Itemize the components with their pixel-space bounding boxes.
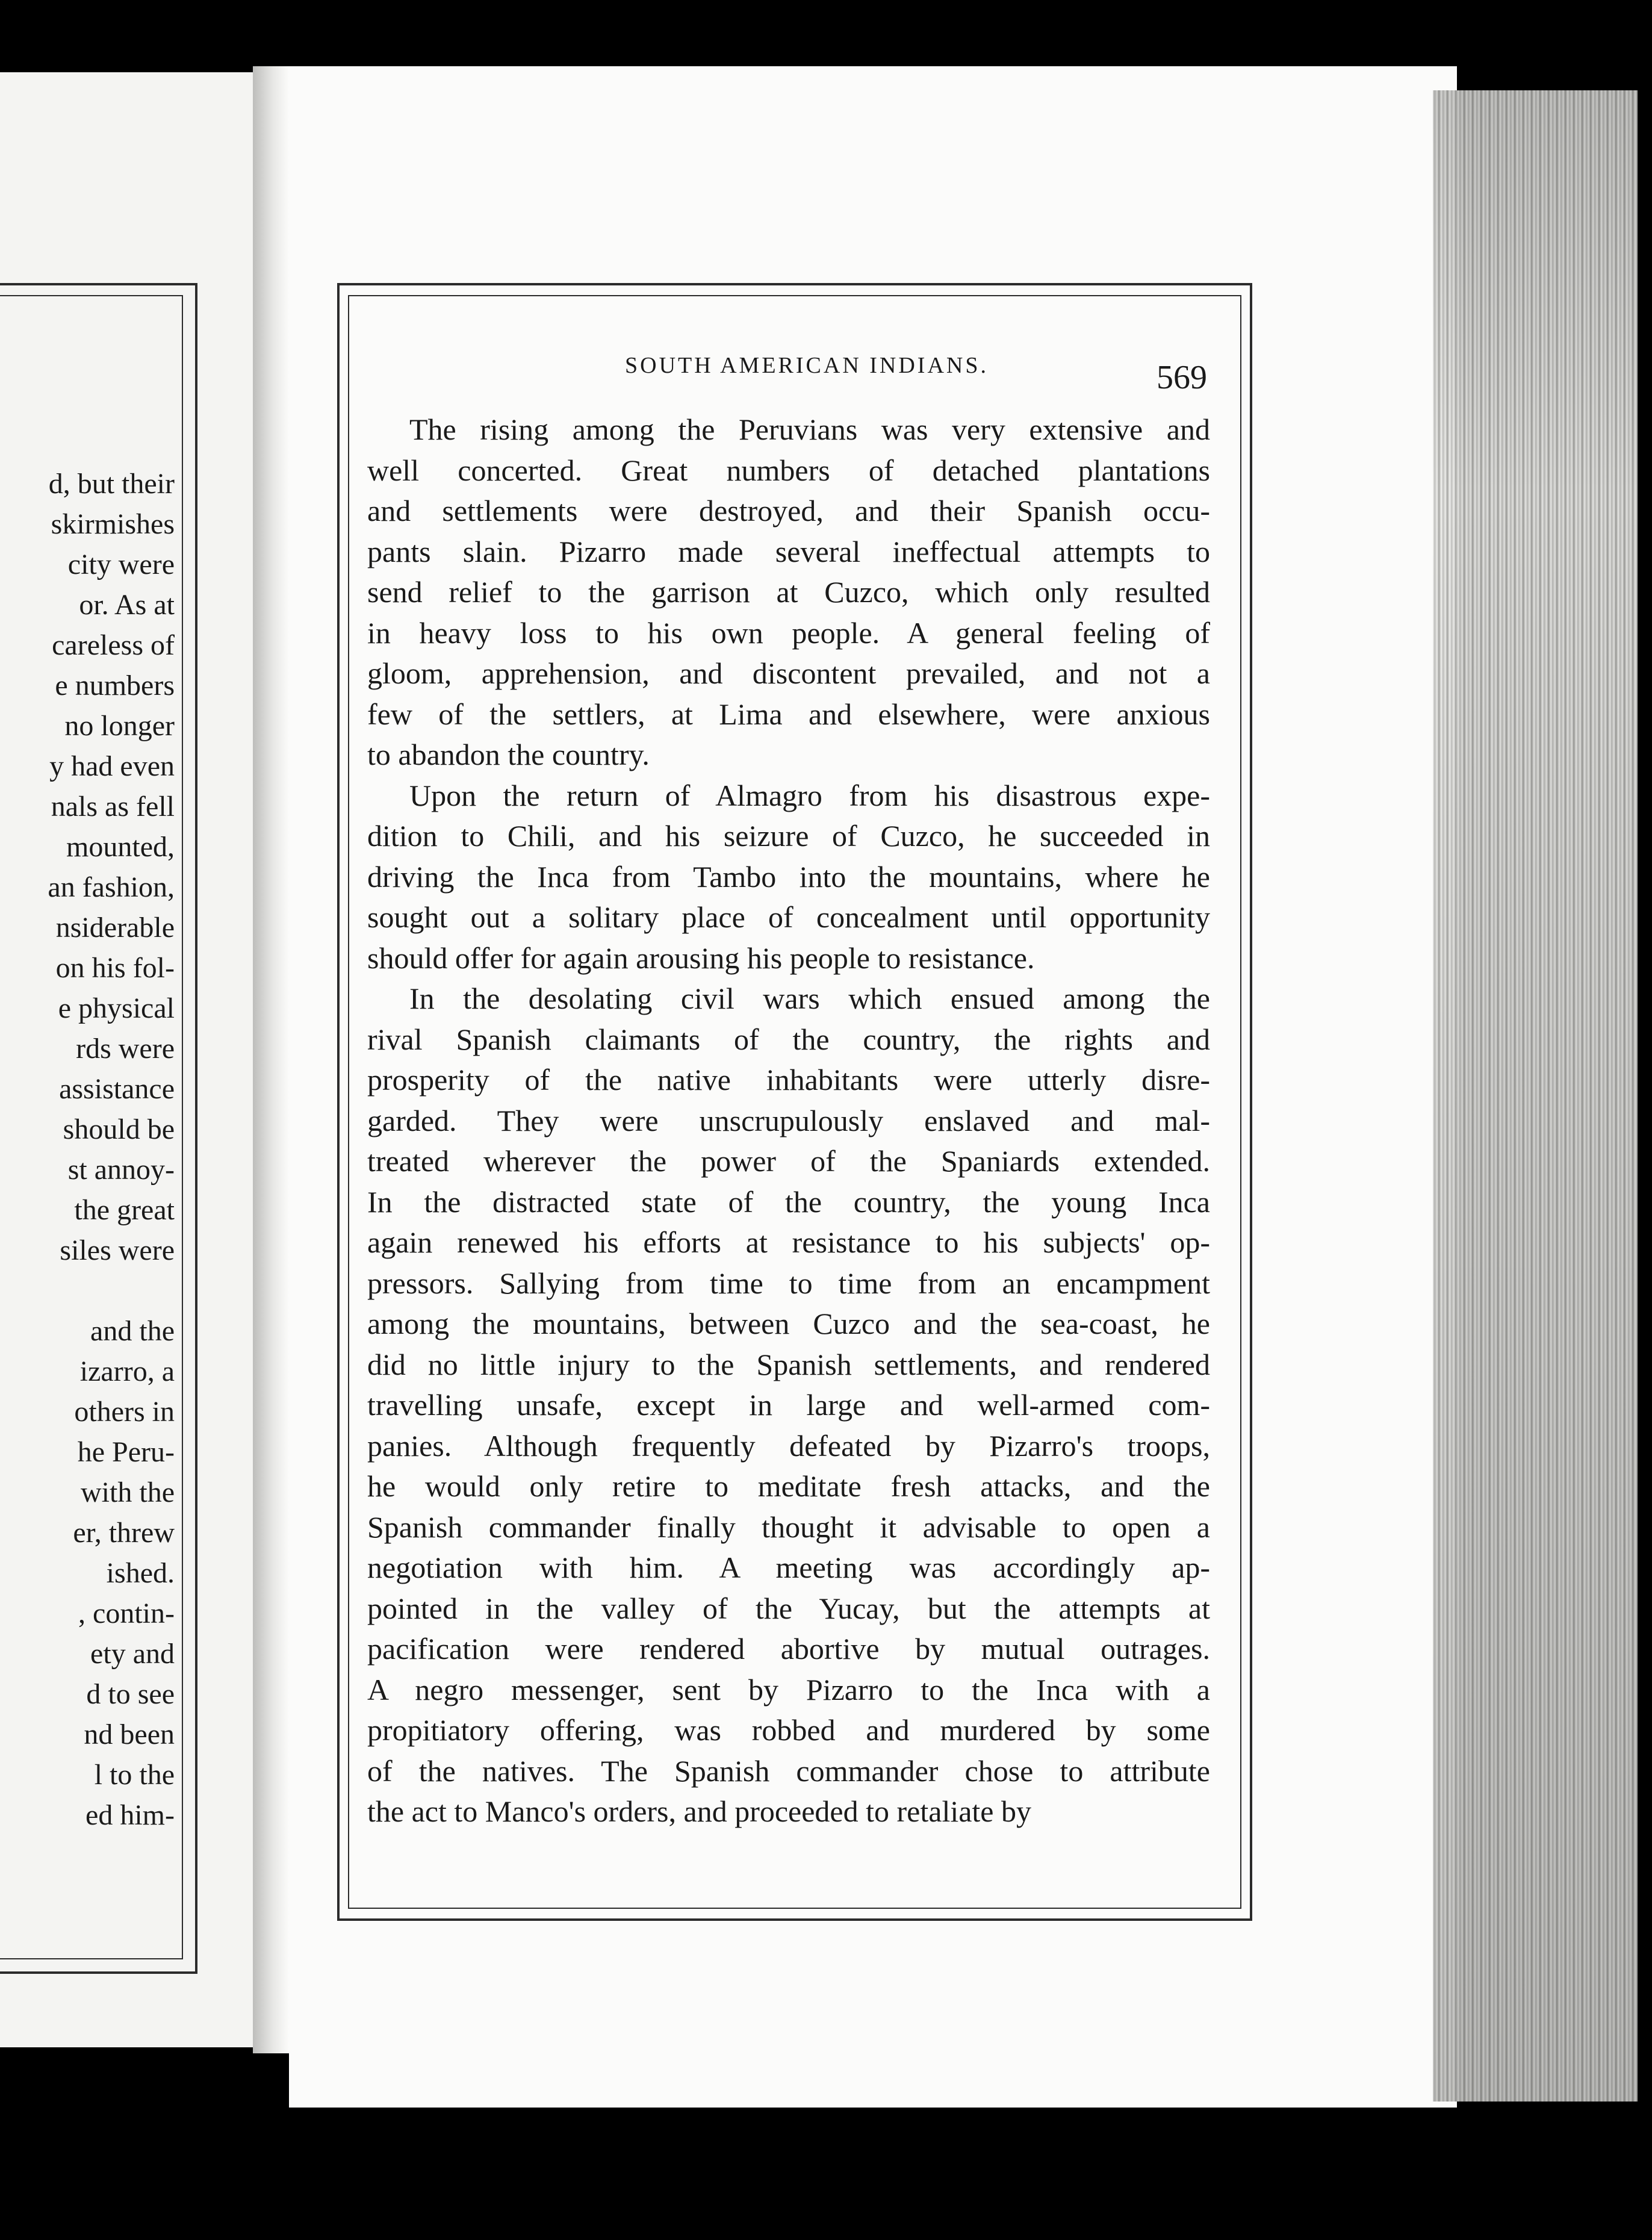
left-page	[0, 72, 253, 2047]
left-page-line: and the	[90, 1315, 175, 1347]
left-page-line: or. As at	[79, 589, 175, 621]
text-line: travelling unsafe, except in large and well-armed com-	[367, 1388, 1210, 1422]
body-text	[367, 409, 1210, 1832]
text-line: treated wherever the power of the Spaniards extended.	[367, 1144, 1210, 1178]
text-line: among the mountains, between Cuzco and the sea-coast, he	[367, 1307, 1210, 1340]
text-line: to abandon the country.	[367, 738, 650, 771]
left-page-line: st annoy-	[67, 1154, 175, 1186]
text-line: Spanish commander finally thought it advisable to open a	[367, 1510, 1210, 1544]
text-line: The rising among the Peruvians was very extensive and	[409, 412, 1210, 446]
text-line: driving the Inca from Tambo into the mountains, where he	[367, 859, 1210, 894]
left-page-line: ety and	[90, 1638, 175, 1670]
text-line: prosperity of the native inhabitants were utterly disre-	[367, 1063, 1210, 1097]
scan-bottom-edge	[289, 2108, 1652, 2240]
text-line: sought out a solitary place of concealment until opportunity	[367, 900, 1210, 934]
left-page-line: the great	[74, 1194, 175, 1226]
left-page-line: nals as fell	[51, 791, 175, 823]
text-line: pants slain. Pizarro made several ineffectual attempts to	[367, 534, 1210, 568]
text-line: he would only retire to meditate fresh attacks, and the	[367, 1469, 1210, 1503]
left-page-line: d to see	[86, 1678, 175, 1710]
left-page-line: should be	[63, 1113, 175, 1145]
left-page-text	[0, 464, 175, 1835]
left-page-line: assistance	[59, 1073, 175, 1105]
text-line: in heavy loss to his own people. A general feeling of	[367, 615, 1210, 650]
text-line: pressors. Sallying from time to time from an encampment	[367, 1266, 1210, 1300]
left-page-line: on his fol-	[55, 952, 175, 984]
text-line: A negro messenger, sent by Pizarro to the Inca with a	[367, 1672, 1210, 1706]
left-page-line: with the	[81, 1476, 175, 1508]
left-page-line: mounted,	[66, 831, 175, 863]
text-line: pointed in the valley of the Yucay, but the attempts at	[367, 1591, 1210, 1625]
text-line: negotiation with him. A meeting was accordingly ap-	[367, 1551, 1210, 1584]
left-page-line: nsiderable	[55, 912, 175, 944]
text-line: of the natives. The Spanish commander chose to attribute	[367, 1753, 1210, 1788]
left-page-line: no longer	[64, 710, 175, 742]
text-line: pacification were rendered abortive by mutual outrages.	[367, 1632, 1210, 1666]
page-edges-shade	[1433, 90, 1638, 2102]
text-line: again renewed his efforts at resistance to his subjects' op-	[367, 1225, 1210, 1259]
left-page-line: ished.	[106, 1557, 175, 1589]
paragraph	[367, 776, 1210, 979]
left-page-line: l to the	[94, 1759, 175, 1791]
left-page-line: siles were	[60, 1234, 175, 1266]
text-line: well concerted. Great numbers of detached plantations	[367, 453, 1210, 487]
left-page-line: rds were	[76, 1033, 175, 1065]
page-number: 569	[1157, 359, 1207, 396]
text-line: In the distracted state of the country, the young Inca	[367, 1184, 1210, 1219]
paragraph	[367, 409, 1210, 776]
running-head: SOUTH AMERICAN INDIANS.	[625, 353, 989, 378]
left-page-line: others in	[74, 1396, 175, 1428]
left-page-line: er, threw	[73, 1517, 175, 1549]
left-page-line: skirmishes	[51, 508, 175, 540]
left-page-line: careless of	[52, 629, 175, 661]
book-gutter	[253, 66, 289, 2053]
text-line: dition to Chili, and his seizure of Cuzco, he succeeded in	[367, 819, 1210, 853]
left-page-line: ed him-	[85, 1799, 175, 1831]
left-page-line: an fashion,	[48, 871, 175, 903]
left-page-line: e numbers	[55, 670, 175, 702]
text-line: Upon the return of Almagro from his disastrous expe-	[409, 778, 1210, 812]
text-line: few of the settlers, at Lima and elsewhere, were anxious	[367, 697, 1210, 731]
text-line: did no little injury to the Spanish settlements, and rendered	[367, 1347, 1210, 1381]
left-page-line: e physical	[58, 992, 175, 1024]
text-line: garded. They were unscrupulously enslaved and mal-	[367, 1103, 1210, 1137]
left-page-line: y had even	[49, 750, 175, 782]
text-line: In the desolating civil wars which ensued among the	[409, 982, 1210, 1015]
text-line: propitiatory offering, was robbed and murdered by some	[367, 1713, 1210, 1747]
text-line: gloom, apprehension, and discontent prevailed, and not a	[367, 656, 1210, 690]
left-page-line: nd been	[84, 1719, 175, 1750]
text-line: should offer for again arousing his people to resistance.	[367, 941, 1035, 975]
text-line: and settlements were destroyed, and their Spanish occu-	[367, 494, 1210, 527]
text-line: rival Spanish claimants of the country, the rights and	[367, 1022, 1210, 1056]
left-page-line	[0, 1271, 175, 1311]
left-page-line: he Peru-	[77, 1436, 175, 1468]
text-line: send relief to the garrison at Cuzco, which only resulted	[367, 575, 1210, 609]
left-page-line: , contin-	[78, 1598, 175, 1629]
text-line: panies. Although frequently defeated by Pizarro's troops,	[367, 1428, 1210, 1463]
left-page-line: izarro, a	[79, 1355, 175, 1387]
left-page-line: city were	[67, 549, 175, 580]
paragraph	[367, 978, 1210, 1832]
text-line: the act to Manco's orders, and proceeded to retaliate by	[367, 1794, 1032, 1828]
left-page-line: d, but their	[48, 468, 175, 500]
